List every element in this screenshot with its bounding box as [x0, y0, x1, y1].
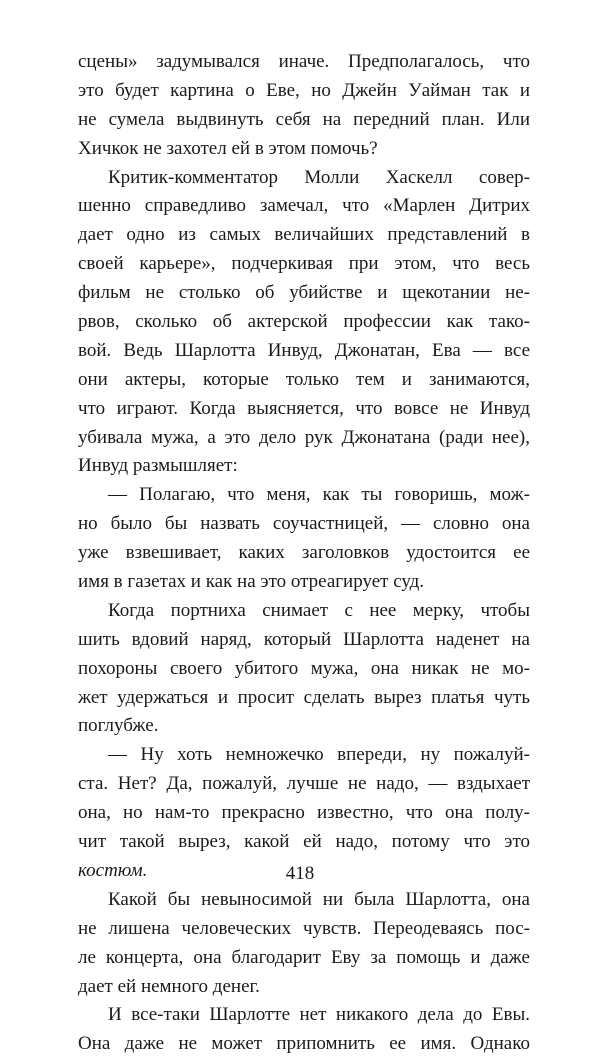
text-line: И все-таки Шарлотте нет никакого дела до Евы. — [108, 1004, 530, 1026]
book-page-text — [78, 48, 530, 1059]
text-line: шить вдовий наряд, который Шарлотта наденет на — [78, 628, 530, 650]
text-line: это будет картина о Еве, но Джейн Уайман так и — [78, 79, 530, 101]
text-line: ста. Нет? Да, пожалуй, лучше не надо, — вздыхает — [78, 773, 530, 795]
text-line: уже взвешивает, каких заголовков удостоится ее — [78, 542, 530, 564]
text-line: Критик-комментатор Молли Хаскелл совер- — [108, 166, 530, 188]
text-line: вой. Ведь Шарлотта Инвуд, Джонатан, Ева — все — [78, 339, 530, 361]
text-line: чит такой вырез, какой ей надо, потому что это — [78, 831, 530, 853]
text-line: имя в газетах и как на это отреагирует суд. — [78, 571, 425, 593]
text-line: Какой бы невыносимой ни была Шарлотта, она — [108, 888, 530, 910]
text-line: сцены» задумывался иначе. Предполагалось, что — [78, 51, 530, 72]
text-line: — Полагаю, что меня, как ты говоришь, мож- — [108, 484, 530, 506]
text-line: они актеры, которые только тем и занимаются, — [78, 368, 530, 390]
text-line: — Ну хоть немножечко впереди, ну пожалуй- — [108, 744, 530, 766]
text-line: похороны своего убитого мужа, она никак не мо- — [78, 657, 530, 679]
text-line: она, но нам-то прекрасно известно, что она полу- — [78, 802, 530, 824]
text-line: рвов, сколько об актерской профессии как тако- — [78, 311, 530, 333]
text-line: своей карьере», подчеркивая при этом, что весь — [78, 253, 530, 275]
text-line-italic: костюм. — [78, 859, 148, 881]
text-line: Инвуд размышляет: — [78, 455, 238, 477]
text-line: не сумела выдвинуть себя на передний план. Или — [78, 108, 530, 130]
text-line: убивала мужа, а это дело рук Джонатана (ради нее), — [78, 426, 530, 448]
text-line: Когда портниха снимает с нее мерку, чтобы — [108, 599, 530, 621]
text-line: ле концерта, она благодарит Еву за помощь и даже — [78, 946, 530, 968]
text-line: но было бы назвать соучастницей, — словно она — [78, 513, 530, 535]
text-line: фильм не столько об убийстве и щекотании не- — [78, 282, 530, 304]
text-line: не лишена человеческих чувств. Переодеваясь пос- — [78, 917, 530, 939]
text-line: поглубже. — [78, 715, 159, 737]
text-line: дает ей немного денег. — [78, 975, 260, 997]
text-line: шенно справедливо замечал, что «Марлен Дитрих — [78, 195, 530, 217]
text-line: жет удержаться и просит сделать вырез платья чуть — [78, 686, 530, 708]
text-line: Она даже не может припомнить ее имя. Однако — [78, 1033, 530, 1055]
text-line: Хичкок не захотел ей в этом помочь? — [78, 137, 378, 159]
text-line: что играют. Когда выясняется, что вовсе не Инвуд — [78, 397, 530, 419]
text-line: дает одно из самых величайших представлений в — [78, 224, 530, 246]
page-number: 418 — [285, 863, 315, 884]
